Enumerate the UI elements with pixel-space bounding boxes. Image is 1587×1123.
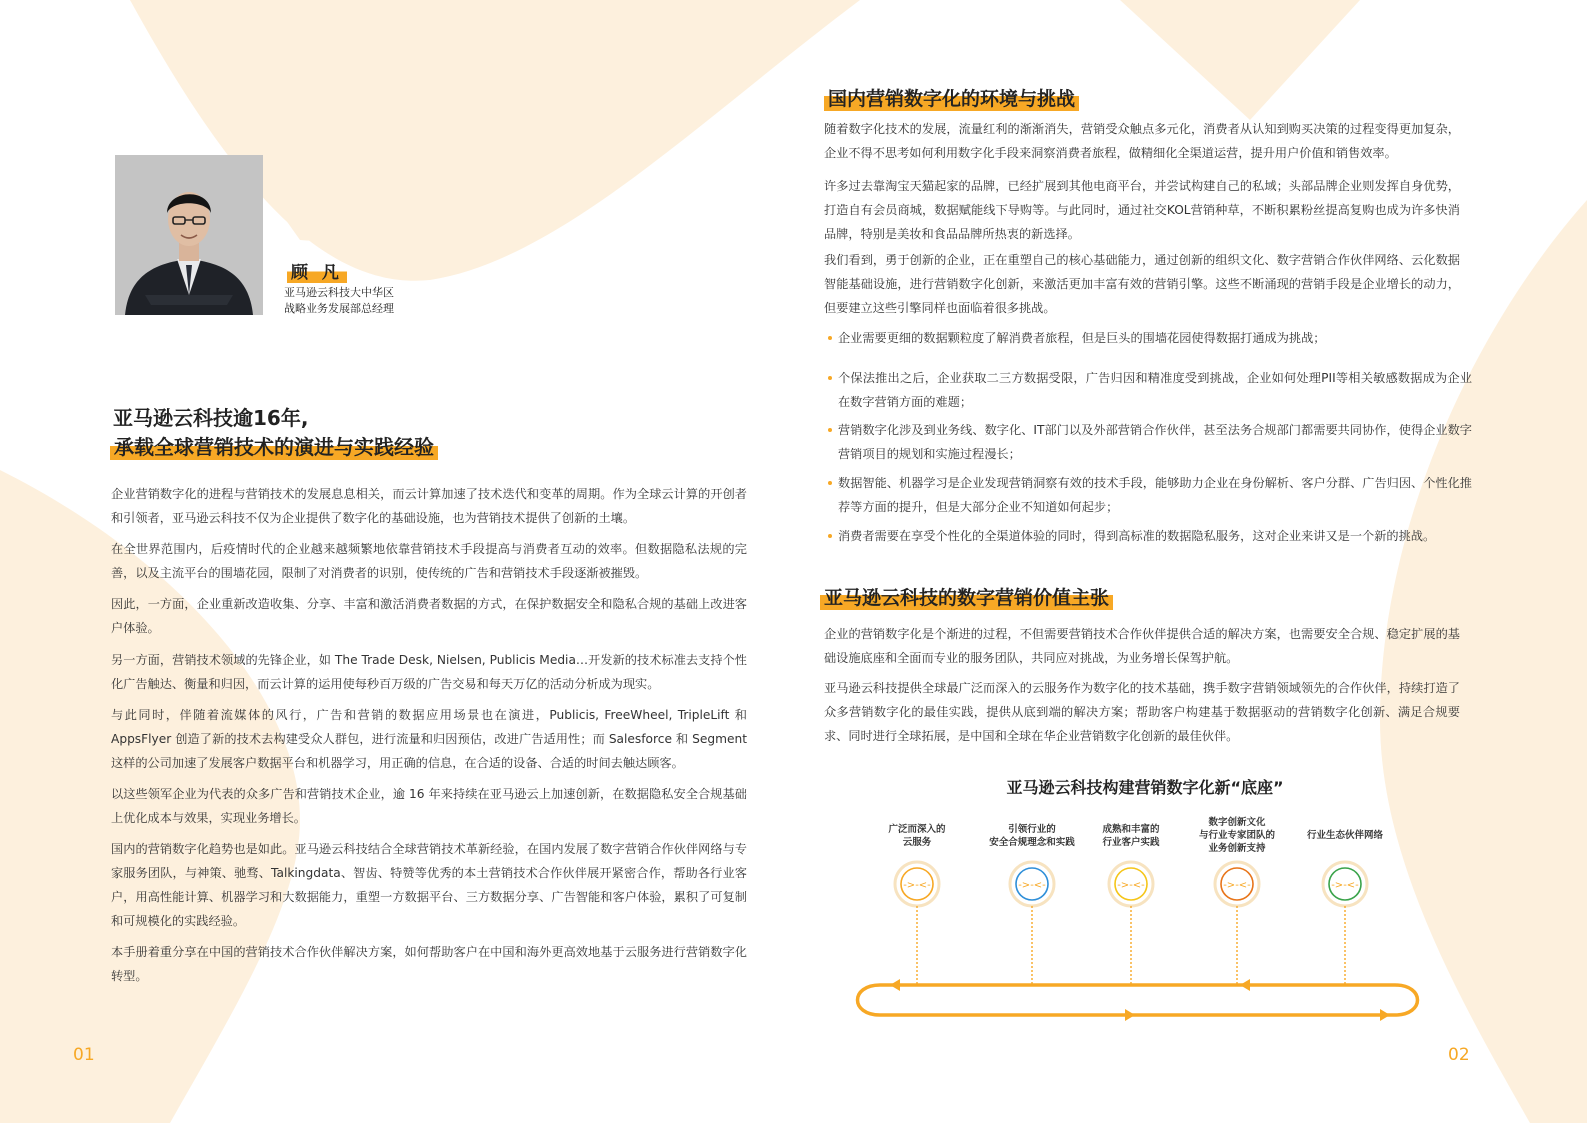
left-paragraph: 以这些领军企业为代表的众多广告和营销技术企业，逾 16 年来持续在亚马逊云上加速创新，在数据隐私安全合规基础上优化成本与效果，实现业务增长。 [111, 787, 747, 825]
pillar-label-security: 引领行业的 安全合规理念和实践 [989, 824, 1075, 848]
svg-text:->-<-: ->-<- [1018, 880, 1046, 891]
pillar-industry-icon [1109, 862, 1153, 985]
pillar-cloud-icon [895, 862, 939, 985]
person-title-line2: 战略业务发展部总经理 [284, 302, 394, 315]
left-paragraph: 企业营销数字化的进程与营销技术的发展息息相关，而云计算加速了技术迭代和变革的周期。作为全球云计算的开创者和引领者，亚马逊云科技不仅为企业提供了数字化的基础设施，也为营销技术提供了创新的土壤。 [111, 487, 747, 525]
section-title-environment: 国内营销数字化的环境与挑战 [824, 84, 1079, 111]
svg-text:->-<-: ->-<- [1331, 880, 1359, 891]
svg-text:->-<-: ->-<- [1117, 880, 1145, 891]
challenge-bullet: 数据智能、机器学习是企业发现营销洞察有效的技术手段，能够助力企业在身份解析、客户分群、广告归因、个性化推荐等方面的提升，但是大部分企业不知道如何起步； [826, 471, 1472, 519]
right-paragraph: 亚马逊云科技提供全球最广泛而深入的云服务作为数字化的技术基础，携手数字营销领域领先的合作伙伴，持续打造了众多营销数字化的最佳实践，提供从底到端的解决方案；帮助客户构建基于数据驱动的营销数字化创新、满足合规要求、同时进行全球拓展，是中国和全球在华企业营销数字化创新的最佳伙伴。 [824, 681, 1460, 743]
person-title-line1: 亚马逊云科技大中华区 [284, 286, 394, 299]
section-title-value: 亚马逊云科技的数字营销价值主张 [820, 583, 1113, 610]
challenge-bullet: 企业需要更细的数据颗粒度了解消费者旅程，但是巨头的围墙花园使得数据打通成为挑战； [826, 326, 1472, 350]
person-name: 顾 凡 [287, 258, 347, 283]
left-headline-line1: 亚马逊云科技逾16年, [113, 406, 309, 430]
diagram-title: 亚马逊云科技构建营销数字化新“底座” [1006, 778, 1284, 797]
svg-text:->-<-: ->-<- [1223, 880, 1251, 891]
page-number-left: 01 [73, 1045, 95, 1065]
pillar-label-industry: 成熟和丰富的 行业客户实践 [1102, 824, 1160, 848]
challenge-bullet: 营销数字化涉及到业务线、数字化、IT部门以及外部营销合作伙伴，甚至法务合规部门都需要共同协作，使得企业数字营销项目的规划和实施过程漫长； [826, 418, 1472, 466]
left-paragraph: 另一方面，营销技术领域的先锋企业，如 The Trade Desk, Nielsen, Publicis Media…开发新的技术标准去支持个性化广告触达、衡量和归因，而云计算的运用使每秒百万级的广告交易和每天万亿的活动分析成为现实。 [111, 653, 747, 691]
left-paragraph: 国内的营销数字化趋势也是如此。亚马逊云科技结合全球营销技术革新经验，在国内发展了数字营销合作伙伴网络与专家服务团队，与神策、驰骛、Talkingdata、智齿、特赞等优秀的本土营销技术合作伙伴展开紧密合作，帮助各行业客户，用高性能计算、机器学习和大数据能力，重塑一方数据平台、三方数据分享、广告智能和客户体验，累积了可复制和可规模化的实践经验。 [111, 842, 747, 928]
challenge-bullet: 消费者需要在享受个性化的全渠道体验的同时，得到高标准的数据隐私服务，这对企业来讲又是一个新的挑战。 [826, 524, 1472, 548]
left-paragraph: 因此，一方面，企业重新改造收集、分享、丰富和激活消费者数据的方式，在保护数据安全和隐私合规的基础上改进客户体验。 [111, 597, 747, 635]
pillar-label-cloud: 广泛而深入的 云服务 [888, 824, 946, 848]
pillar-ecosystem-icon [1323, 862, 1367, 985]
right-paragraph: 企业的营销数字化是个渐进的过程，不但需要营销技术合作伙伴提供合适的解决方案，也需要安全合规、稳定扩展的基础设施底座和全面而专业的服务团队，共同应对挑战，为业务增长保驾护航。 [824, 627, 1460, 665]
foundation-diagram [850, 860, 1430, 1030]
pillar-security-icon [1010, 862, 1054, 985]
right-paragraph: 我们看到，勇于创新的企业，正在重塑自己的核心基础能力，通过创新的组织文化、数字营销合作伙伴网络、云化数据智能基础设施，进行营销数字化创新，来激活更加丰富有效的营销引擎。这些不断涌现的营销手段是企业增长的动力，但要建立这些引擎同样也面临着很多挑战。 [824, 253, 1460, 315]
portrait-photo [115, 155, 263, 315]
left-headline-line2: 承载全球营销技术的演进与实践经验 [110, 431, 438, 460]
right-paragraph: 随着数字化技术的发展，流量红利的渐渐消失，营销受众触点多元化，消费者从认知到购买决策的过程变得更加复杂，企业不得不思考如何利用数字化手段来洞察消费者旅程，做精细化全渠道运营，提升用户价值和销售效率。 [824, 122, 1460, 160]
left-paragraph: 与此同时，伴随着流媒体的风行，广告和营销的数据应用场景也在演进，Publicis, FreeWheel, TripleLift 和 AppsFlyer 创造了新的技术去构建受众人群包，进行流量和归因预估，改进广告适用性；而 Salesforce 和 Segment 这样的公司加速了发展客户数据平台和机器学习，用正确的信息，在合适的设备、合适的时间去触达顾客。 [111, 708, 747, 770]
challenge-bullet: 个保法推出之后，企业获取二三方数据受限，广告归因和精准度受到挑战，企业如何处理PII等相关敏感数据成为企业在数字营销方面的难题； [826, 366, 1472, 414]
left-paragraph: 在全世界范围内，后疫情时代的企业越来越频繁地依靠营销技术手段提高与消费者互动的效率。但数据隐私法规的完善，以及主流平台的围墙花园，限制了对消费者的识别，使传统的广告和营销技术手段逐渐被摧毁。 [111, 542, 747, 580]
pillar-label-ecosystem: 行业生态伙伴网络 [1306, 830, 1383, 841]
right-paragraph: 许多过去靠淘宝天猫起家的品牌，已经扩展到其他电商平台，并尝试构建自己的私域；头部品牌企业则发挥自身优势，打造自有会员商城，数据赋能线下导购等。与此同时，通过社交KOL营销种草，不断积累粉丝提高复购也成为许多快消品牌，特别是美妆和食品品牌所热衷的新选择。 [824, 179, 1460, 241]
page-number-right: 02 [1448, 1045, 1470, 1065]
foundation-loop [858, 985, 1418, 1015]
svg-text:->-<-: ->-<- [903, 880, 931, 891]
pillar-innovation-icon [1215, 862, 1259, 985]
left-paragraph: 本手册着重分享在中国的营销技术合作伙伴解决方案，如何帮助客户在中国和海外更高效地基于云服务进行营销数字化转型。 [111, 945, 747, 983]
pillar-label-innovation: 数字创新文化 与行业专家团队的 业务创新支持 [1198, 817, 1275, 854]
